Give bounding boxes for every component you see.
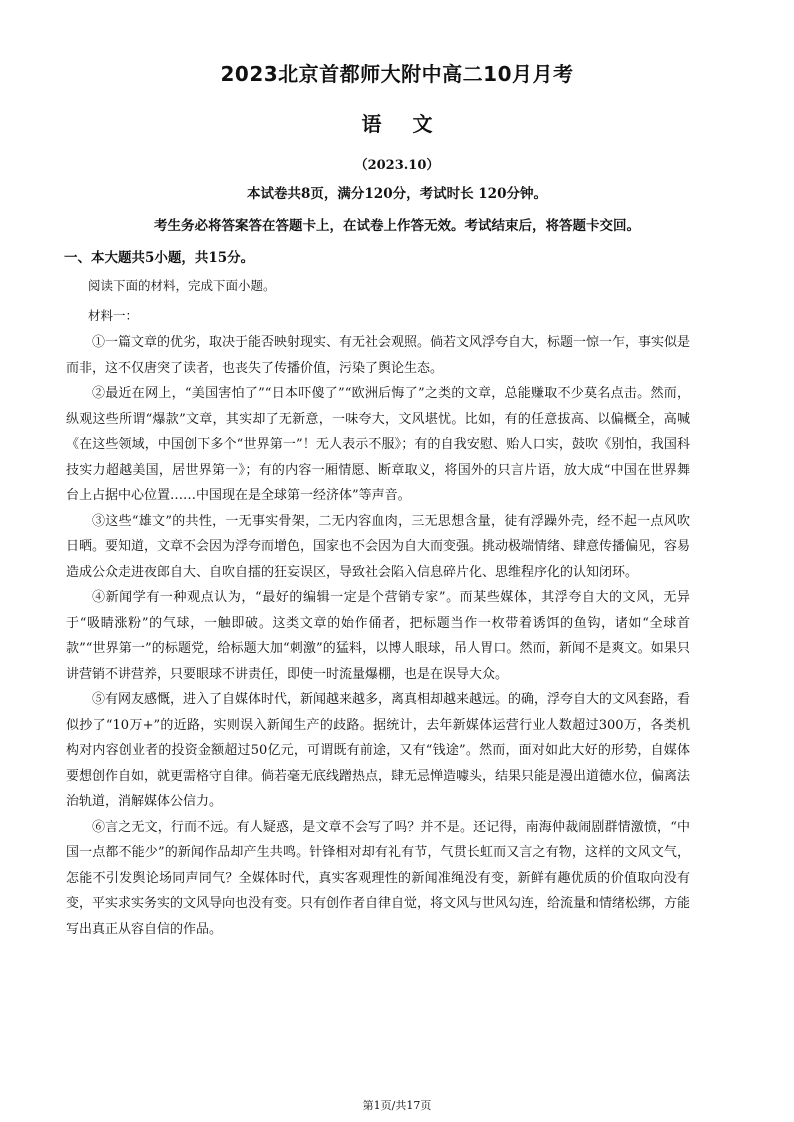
- page-number: 第1页/共17页: [362, 1099, 432, 1112]
- reading-instruction: 阅读下面的材料，完成下面小题。: [88, 278, 276, 293]
- paragraph-1: ①一篇文章的优劣，取决于能否映射现实、有无社会观照。倘若文风浮夸自大，标题一惊一乍，事实似是而非，这不仅唐突了读者，也丧失了传播价值，污染了舆论生态。: [66, 335, 691, 376]
- paragraph-6: ⑥言之无文，行而不远。有人疑惑，是文章不会写了吗？并不是。还记得，南海仲裁闹剧群情激愤，“中国一点都不能少”的新闻作品却产生共鸣。针锋相对却有礼有节，气贯长虹而又言之有物，这样的文风文气，怎能不引发舆论场同声同气？全媒体时代，真实客观理性的新闻准绳没有变，新鲜有趣优质的价值取向没有变，平实求实务实的文风导向也没有变。只有创作者自律自觉，将文风与世风勾连，给流量和情绪松绑，方能写出真正从容自信的作品。: [66, 819, 691, 937]
- paragraph-3: ③这些“雄文”的共性，一无事实骨架，二无内容血肉，三无思想含量，徒有浮躁外壳，经不起一点风吹日晒。要知道，文章不会因为浮夸而增色，国家也不会因为自大而变强。挑动极端情绪、肆意传播偏见，容易造成公众走进夜郎自大、自吹自擂的狂妄误区，导致社会陷入信息碎片化、思维程序化的认知闭环。: [66, 513, 691, 580]
- paragraph-4: ④新闻学有一种观点认为，“最好的编辑一定是个营销专家”。而某些媒体，其浮夸自大的文风，无异于“吸睛涨粉”的气球，一触即破。这类文章的始作俑者，把标题当作一枚带着诱饵的鱼钩，诸如“全球首款”“世界第一”的标题党，给标题大加“刺激”的猛料，以博人眼球，吊人胃口。然而，新闻不是爽文。如果只讲营销不讲营养，只要眼球不讲责任，即使一时流量爆棚，也是在误导大众。: [66, 590, 690, 682]
- exam-date: （2023.10）: [354, 158, 440, 173]
- section-heading: 一、本大题共5小题，共15分。: [64, 250, 255, 266]
- material-body: [66, 330, 690, 942]
- paragraph-2: ②最近在网上，“美国害怕了”“日本吓傻了”“欧洲后悔了”之类的文章，总能赚取不少莫名点击。然而，纵观这些所谓“爆款”文章，其实却了无新意，一味夸大，文风堪忧。比如，有的任意拔高、以偏概全，高喊《在这些领域，中国创下多个“世界第一”！无人表示不服》；有的自我安慰、贻人口实，鼓吹《别怕，我国科技实力超越美国，居世界第一》；有的内容一厢情愿、断章取义，将国外的只言片语，放大成“中国在世界舞台上占据中心位置……中国现在是全球第一经济体”等声音。: [66, 386, 690, 503]
- subject-heading: 语 文: [361, 112, 433, 136]
- exam-info-line-1: 本试卷共8页，满分120分，考试时长 120分钟。: [247, 186, 547, 202]
- exam-info-line-2: 考生务必将答案答在答题卡上，在试卷上作答无效。考试结束后，将答题卡交回。: [154, 218, 640, 234]
- paragraph-5: ⑤有网友感慨，进入了自媒体时代，新闻越来越多，离真相却越来越远。的确，浮夸自大的文风套路，看似抄了“10万+”的近路，实则误入新闻生产的歧路。据统计，去年新媒体运营行业人数超过300万，各类机构对内容创业者的投资金额超过50亿元，可谓既有前途，又有“钱途”。然而，面对如此大好的形势，自媒体要想创作自如，就更需格守自律。倘若毫无底线蹭热点，肆无忌惮造噱头，结果只能是漫出道德水位，偏离法治轨道，消解媒体公信力。: [66, 692, 691, 809]
- exam-title: 2023北京首都师大附中高二10月月考: [220, 62, 574, 86]
- material-label: 材料一：: [88, 308, 139, 323]
